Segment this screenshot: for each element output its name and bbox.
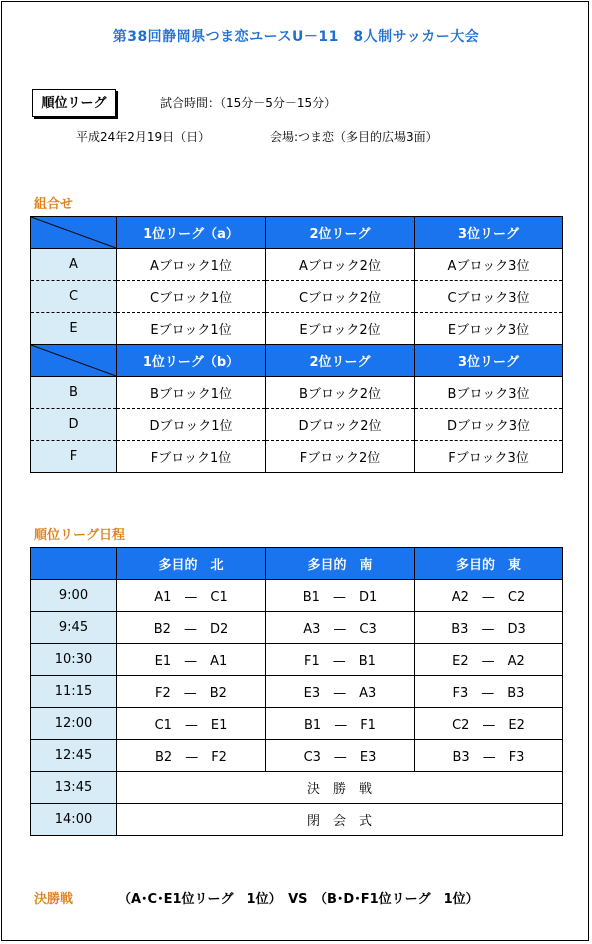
- combo-row-label: A: [31, 249, 117, 281]
- final-match-cell: 決 勝 戦: [117, 772, 563, 804]
- schedule-time: 9:45: [31, 612, 117, 644]
- schedule-header: 多目的 北: [117, 548, 266, 580]
- schedule-match: F3 — B3: [415, 676, 563, 708]
- schedule-match: C1 — E1: [117, 708, 266, 740]
- combo-cell: Aブロック2位: [266, 249, 415, 281]
- match-time: 試合時間：（15分－5分－15分）: [160, 96, 337, 110]
- schedule-match: E1 — A1: [117, 644, 266, 676]
- schedule-row: [31, 580, 563, 612]
- combo-cell: Bブロック2位: [266, 377, 415, 409]
- schedule-match: C3 — E3: [266, 740, 415, 772]
- diagonal-line: [31, 217, 116, 248]
- schedule-match: B3 — D3: [415, 612, 563, 644]
- combo-cell: Dブロック2位: [266, 409, 415, 441]
- schedule-match: B2 — D2: [117, 612, 266, 644]
- combo-row-label: E: [31, 313, 117, 345]
- closing-ceremony-cell: 閉 会 式: [117, 804, 563, 836]
- combo-row-label: F: [31, 441, 117, 473]
- schedule-header: 多目的 東: [415, 548, 563, 580]
- event-venue: 会場:つま恋（多目的広場3面）: [270, 130, 438, 144]
- schedule-match: A1 — C1: [117, 580, 266, 612]
- schedule-time: 9:00: [31, 580, 117, 612]
- combo-cell: Eブロック2位: [266, 313, 415, 345]
- schedule-match: E3 — A3: [266, 676, 415, 708]
- schedule-match: F2 — B2: [117, 676, 266, 708]
- combo-row: [31, 441, 563, 473]
- schedule-header-row: [31, 548, 563, 580]
- combo-row-label: C: [31, 281, 117, 313]
- combo-cell: Fブロック1位: [117, 441, 266, 473]
- combo-cell: Dブロック3位: [415, 409, 563, 441]
- schedule-time: 13:45: [31, 772, 117, 804]
- page-title: 第38回静岡県つま恋ユースU－11 8人制サッカー大会: [112, 29, 480, 45]
- schedule-row: [31, 708, 563, 740]
- schedule-time: 11:15: [31, 676, 117, 708]
- combo-row-label: B: [31, 377, 117, 409]
- combo-header: 3位リーグ: [415, 217, 563, 249]
- schedule-time: 14:00: [31, 804, 117, 836]
- schedule-time: 12:45: [31, 740, 117, 772]
- combo-cell: Eブロック3位: [415, 313, 563, 345]
- schedule-match: E2 — A2: [415, 644, 563, 676]
- combo-cell: Aブロック3位: [415, 249, 563, 281]
- combo-header: 1位リーグ（b）: [117, 345, 266, 377]
- combo-heading: 組合せ: [34, 197, 74, 212]
- schedule-table: [30, 547, 563, 836]
- diagonal-line: [31, 345, 116, 376]
- schedule-time: 12:00: [31, 708, 117, 740]
- combo-cell: Fブロック3位: [415, 441, 563, 473]
- combo-header: 2位リーグ: [266, 345, 415, 377]
- combo-cell: Eブロック1位: [117, 313, 266, 345]
- schedule-row: [31, 772, 563, 804]
- schedule-row: [31, 612, 563, 644]
- schedule-match: B2 — F2: [117, 740, 266, 772]
- combo-cell: Cブロック2位: [266, 281, 415, 313]
- schedule-header: 多目的 南: [266, 548, 415, 580]
- combo-table: [30, 216, 563, 473]
- final-description: （A･C･E1位リーグ 1位） VS （B･D･F1位リーグ 1位）: [118, 892, 479, 907]
- combo-cell: Fブロック2位: [266, 441, 415, 473]
- event-date: 平成24年2月19日（日）: [76, 130, 211, 144]
- schedule-row: [31, 676, 563, 708]
- schedule-corner: [31, 548, 117, 580]
- combo-row-label: D: [31, 409, 117, 441]
- schedule-match: B1 — D1: [266, 580, 415, 612]
- combo-header: 2位リーグ: [266, 217, 415, 249]
- schedule-match: A3 — C3: [266, 612, 415, 644]
- combo-header-row-1: [31, 217, 563, 249]
- final-label: 決勝戦: [34, 892, 74, 907]
- combo-row: [31, 313, 563, 345]
- schedule-match: F1 — B1: [266, 644, 415, 676]
- schedule-row: [31, 644, 563, 676]
- schedule-match: A2 — C2: [415, 580, 563, 612]
- juni-league-label: 順位リーグ: [32, 89, 116, 117]
- combo-header: 3位リーグ: [415, 345, 563, 377]
- combo-header-row-2: [31, 345, 563, 377]
- combo-cell: Cブロック1位: [117, 281, 266, 313]
- combo-row: [31, 409, 563, 441]
- combo-cell: Dブロック1位: [117, 409, 266, 441]
- schedule-row: [31, 804, 563, 836]
- combo-row: [31, 281, 563, 313]
- combo-header: 1位リーグ（a）: [117, 217, 266, 249]
- schedule-row: [31, 740, 563, 772]
- combo-row: [31, 377, 563, 409]
- schedule-match: B3 — F3: [415, 740, 563, 772]
- combo-cell: Aブロック1位: [117, 249, 266, 281]
- combo-row: [31, 249, 563, 281]
- combo-cell: Cブロック3位: [415, 281, 563, 313]
- combo-cell: Bブロック3位: [415, 377, 563, 409]
- schedule-match: B1 — F1: [266, 708, 415, 740]
- combo-cell: Bブロック1位: [117, 377, 266, 409]
- corner-cell: [31, 217, 117, 249]
- schedule-heading: 順位リーグ日程: [34, 528, 126, 543]
- schedule-match: C2 — E2: [415, 708, 563, 740]
- schedule-time: 10:30: [31, 644, 117, 676]
- corner-cell: [31, 345, 117, 377]
